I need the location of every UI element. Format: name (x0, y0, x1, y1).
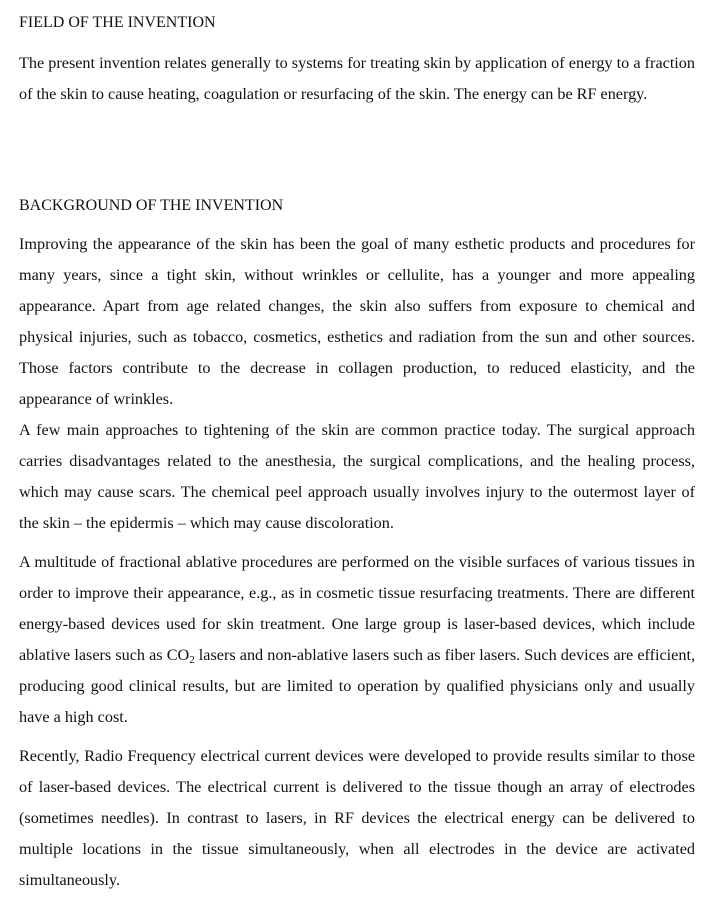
background-paragraph-3 (19, 547, 695, 733)
field-paragraph: The present invention relates generally to systems for treating skin by application of energy to a fraction of the skin to cause heating, coagulation or resurfacing of the skin. The energy can be RF energy. (19, 54, 695, 103)
co2-subscript: 2 (189, 654, 195, 666)
background-paragraph-4: Recently, Radio Frequency electrical current devices were developed to provide results similar to those of laser-based devices. The electrical current is delivered to the tissue though an array of electrodes (sometimes needles). In contrast to lasers, in RF devices the electrical energy can be delivered to multiple locations in the tissue simultaneously, when all electrodes in the device are activated simultaneously. (19, 747, 695, 889)
background-paragraph-2: A few main approaches to tightening of the skin are common practice today. The surgical approach carries disadvantages related to the anesthesia, the surgical complications, and the healing process, which may cause scars. The chemical peel approach usually involves injury to the outermost layer of the skin – the epidermis – which may cause discoloration. (19, 421, 695, 532)
background-paragraph-3-text-b: lasers and non-ablative lasers such as fiber lasers. Such devices are efficient, producing good clinical results, but are limited to operation by qualified physicians only and usually have a high cost. (19, 646, 695, 726)
background-paragraph-3-text-a: A multitude of fractional ablative procedures are performed on the visible surfaces of various tissues in order to improve their appearance, e.g., as in cosmetic tissue resurfacing treatments. There are different energy-based devices used for skin treatment. One large group is laser-based devices, which include ablative lasers such as CO (19, 553, 695, 664)
field-heading: FIELD OF THE INVENTION (19, 14, 216, 31)
background-paragraph-1: Improving the appearance of the skin has been the goal of many esthetic products and procedures for many years, since a tight skin, without wrinkles or cellulite, has a younger and more appealing appearance. Apart from age related changes, the skin also suffers from exposure to chemical and physical injuries, such as tobacco, cosmetics, esthetics and radiation from the sun and other sources. Those factors contribute to the decrease in collagen production, to reduced elasticity, and the appearance of wrinkles. (19, 235, 695, 408)
background-heading: BACKGROUND OF THE INVENTION (19, 197, 284, 214)
